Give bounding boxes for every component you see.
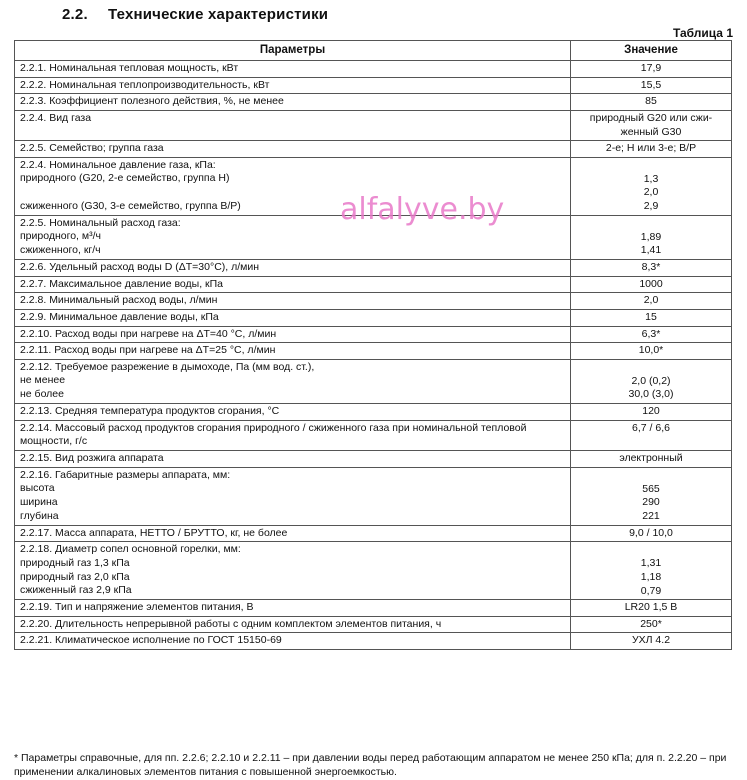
table-row (15, 157, 732, 215)
table-row (15, 467, 732, 525)
parameter-line: глубина (20, 509, 59, 522)
header-parameters: Параметры (15, 41, 571, 61)
parameter-line: 2.2.14. Массовый расход продуктов сгорания природного / сжиженного газа при номинальной тепловой мощности, г/с (20, 421, 527, 448)
table-row (15, 215, 732, 259)
parameter-line: 2.2.7. Максимальное давление воды, кПа (20, 277, 224, 290)
parameter-line: природный газ 2,0 кПа (20, 570, 130, 583)
value-cell (571, 633, 732, 650)
parameter-line: сжиженного, кг/ч (20, 243, 101, 256)
value-line: 6,7 / 6,6 (632, 421, 670, 434)
section-number: 2.2. (62, 6, 88, 23)
value-cell (571, 110, 732, 140)
value-line: электронный (619, 452, 683, 465)
value-cell (571, 259, 732, 276)
parameter-line: сжиженного (G30, 3-е семейство, группа В/Р) (20, 200, 241, 213)
value-line: 120 (642, 405, 660, 418)
value-line: 8,3* (641, 260, 661, 273)
parameter-cell (15, 110, 571, 140)
section-title: Технические характеристики (108, 6, 329, 23)
value-line: 2,9 (643, 200, 659, 213)
parameter-line: 2.2.19. Тип и напряжение элементов питания, В (20, 601, 254, 614)
parameter-cell (15, 343, 571, 360)
parameter-cell (15, 404, 571, 421)
table-row (15, 293, 732, 310)
table-caption: Таблица 1 (672, 26, 733, 40)
parameter-line: природного (G20, 2-е семейство, группа Н) (20, 172, 230, 185)
value-line (576, 543, 726, 557)
parameter-cell (15, 293, 571, 310)
parameter-cell (15, 157, 571, 215)
value-line: 1,41 (640, 244, 662, 257)
parameter-line (20, 186, 565, 200)
table-row (15, 525, 732, 542)
table-row (15, 60, 732, 77)
parameter-cell (15, 542, 571, 600)
parameter-line: 2.2.11. Расход воды при нагреве на ΔТ=25 °С, л/мин (20, 344, 276, 357)
parameter-line: 2.2.2. Номинальная теплопроизводительность, кВт (20, 78, 270, 91)
parameter-line: высота (20, 482, 55, 495)
parameter-line: 2.2.16. Габаритные размеры аппарата, мм: (20, 468, 231, 481)
specs-table (14, 40, 732, 650)
table-row (15, 359, 732, 403)
value-line: 6,3* (641, 327, 661, 340)
value-line: 0,79 (640, 584, 662, 597)
value-cell (571, 451, 732, 468)
parameter-line: 2.2.18. Диаметр сопел основной горелки, мм: (20, 543, 241, 556)
parameter-line: 2.2.6. Удельный расход воды D (ΔT=30°C), л/мин (20, 260, 260, 273)
value-line (576, 361, 726, 375)
table-row (15, 309, 732, 326)
value-cell (571, 359, 732, 403)
value-line: 1,89 (640, 230, 662, 243)
value-line (576, 469, 726, 483)
table-row (15, 420, 732, 450)
table-row (15, 94, 732, 111)
value-line: природный G20 или сжи- (589, 111, 713, 124)
parameter-cell (15, 77, 571, 94)
table-row (15, 451, 732, 468)
value-line: женный G30 (620, 125, 682, 138)
value-line: 15,5 (640, 78, 662, 91)
parameter-cell (15, 600, 571, 617)
parameter-line: 2.2.13. Средняя температура продуктов сгорания, °С (20, 405, 280, 418)
value-line: УХЛ 4.2 (631, 634, 671, 647)
value-cell (571, 94, 732, 111)
table-row (15, 600, 732, 617)
value-cell (571, 616, 732, 633)
parameter-cell (15, 633, 571, 650)
parameter-line: природного, м³/ч (20, 230, 101, 243)
value-line: 1000 (639, 277, 663, 290)
value-line: 2,0 (643, 294, 659, 307)
value-line: 1,18 (640, 570, 662, 583)
value-cell (571, 276, 732, 293)
parameter-line: 2.2.17. Масса аппарата, НЕТТО / БРУТТО, кг, не более (20, 526, 288, 539)
parameter-line: природный газ 1,3 кПа (20, 556, 130, 569)
parameter-cell (15, 359, 571, 403)
table-row (15, 141, 732, 158)
parameter-line: 2.2.5. Номинальный расход газа: (20, 216, 181, 229)
value-cell (571, 215, 732, 259)
value-cell (571, 420, 732, 450)
parameter-line: 2.2.15. Вид розжига аппарата (20, 452, 164, 465)
table-row (15, 343, 732, 360)
parameter-cell (15, 616, 571, 633)
value-cell (571, 77, 732, 94)
table-row (15, 616, 732, 633)
value-cell (571, 309, 732, 326)
parameter-cell (15, 326, 571, 343)
value-line: 85 (645, 95, 657, 108)
parameter-cell (15, 215, 571, 259)
value-cell (571, 404, 732, 421)
parameter-line: 2.2.4. Номинальное давление газа, кПа: (20, 158, 216, 171)
value-line: LR20 1,5 В (624, 601, 678, 614)
table-header-row (15, 41, 732, 61)
parameter-line: 2.2.20. Длительность непрерывной работы с одним комплектом элементов питания, ч (20, 617, 442, 630)
value-cell (571, 600, 732, 617)
value-line: 2,0 (643, 186, 659, 199)
header-value: Значение (571, 41, 732, 61)
table-row (15, 633, 732, 650)
parameter-cell (15, 259, 571, 276)
parameter-line: 2.2.3. Коэффициент полезного действия, %, не менее (20, 95, 284, 108)
value-line: 9,0 / 10,0 (629, 526, 673, 539)
parameter-line: сжиженный газ 2,9 кПа (20, 584, 132, 597)
section-heading (62, 6, 328, 23)
parameter-cell (15, 276, 571, 293)
watermark: alfalyve.by (340, 192, 505, 227)
parameter-line: 2.2.4. Вид газа (20, 111, 92, 124)
value-cell (571, 157, 732, 215)
value-line: 1,3 (643, 172, 659, 185)
value-cell (571, 467, 732, 525)
value-cell (571, 326, 732, 343)
parameter-line: не менее (20, 374, 66, 387)
value-line: 17,9 (640, 61, 662, 74)
table-body (15, 60, 732, 649)
value-cell (571, 293, 732, 310)
value-line: 15 (645, 310, 657, 323)
parameter-line: 2.2.10. Расход воды при нагреве на ΔТ=40 °С, л/мин (20, 327, 277, 340)
table-row (15, 326, 732, 343)
parameter-line: 2.2.8. Минимальный расход воды, л/мин (20, 294, 218, 307)
table-row (15, 276, 732, 293)
table-row (15, 404, 732, 421)
table-row (15, 77, 732, 94)
parameter-line: 2.2.21. Климатическое исполнение по ГОСТ 15150-69 (20, 634, 282, 647)
parameter-cell (15, 94, 571, 111)
parameter-line: 2.2.1. Номинальная тепловая мощность, кВт (20, 61, 239, 74)
parameter-cell (15, 525, 571, 542)
value-line: 565 (642, 482, 660, 495)
parameter-line: ширина (20, 495, 58, 508)
value-line: 10,0* (638, 344, 664, 357)
value-cell (571, 343, 732, 360)
table-row (15, 542, 732, 600)
value-line: 30,0 (3,0) (628, 388, 674, 401)
parameter-line: не более (20, 388, 64, 401)
parameter-line: 2.2.9. Минимальное давление воды, кПа (20, 310, 219, 323)
value-cell (571, 141, 732, 158)
parameter-cell (15, 309, 571, 326)
parameter-line: 2.2.5. Семейство; группа газа (20, 142, 164, 155)
value-line: 221 (642, 509, 660, 522)
footnote: * Параметры справочные, для пп. 2.2.6; 2.2.10 и 2.2.11 – при давлении воды перед работающим аппаратом не менее 250 кПа; для п. 2.2.20 – при применении алкалиновых элементов питания с повышенной энергоемкостью. (14, 752, 727, 778)
parameter-cell (15, 420, 571, 450)
value-line (576, 159, 726, 173)
value-line: 290 (642, 496, 660, 509)
value-line: 250* (640, 617, 662, 630)
table-row (15, 259, 732, 276)
parameter-cell (15, 141, 571, 158)
table-row (15, 110, 732, 140)
value-line: 2,0 (0,2) (631, 374, 671, 387)
value-cell (571, 60, 732, 77)
parameter-cell (15, 60, 571, 77)
parameter-cell (15, 467, 571, 525)
parameter-line: 2.2.12. Требуемое разрежение в дымоходе, Па (мм вод. ст.), (20, 360, 315, 373)
value-cell (571, 525, 732, 542)
value-line: 1,31 (640, 557, 662, 570)
value-line: 2-е; Н или 3-е; В/Р (605, 142, 697, 155)
value-cell (571, 542, 732, 600)
value-line (576, 217, 726, 231)
parameter-cell (15, 451, 571, 468)
